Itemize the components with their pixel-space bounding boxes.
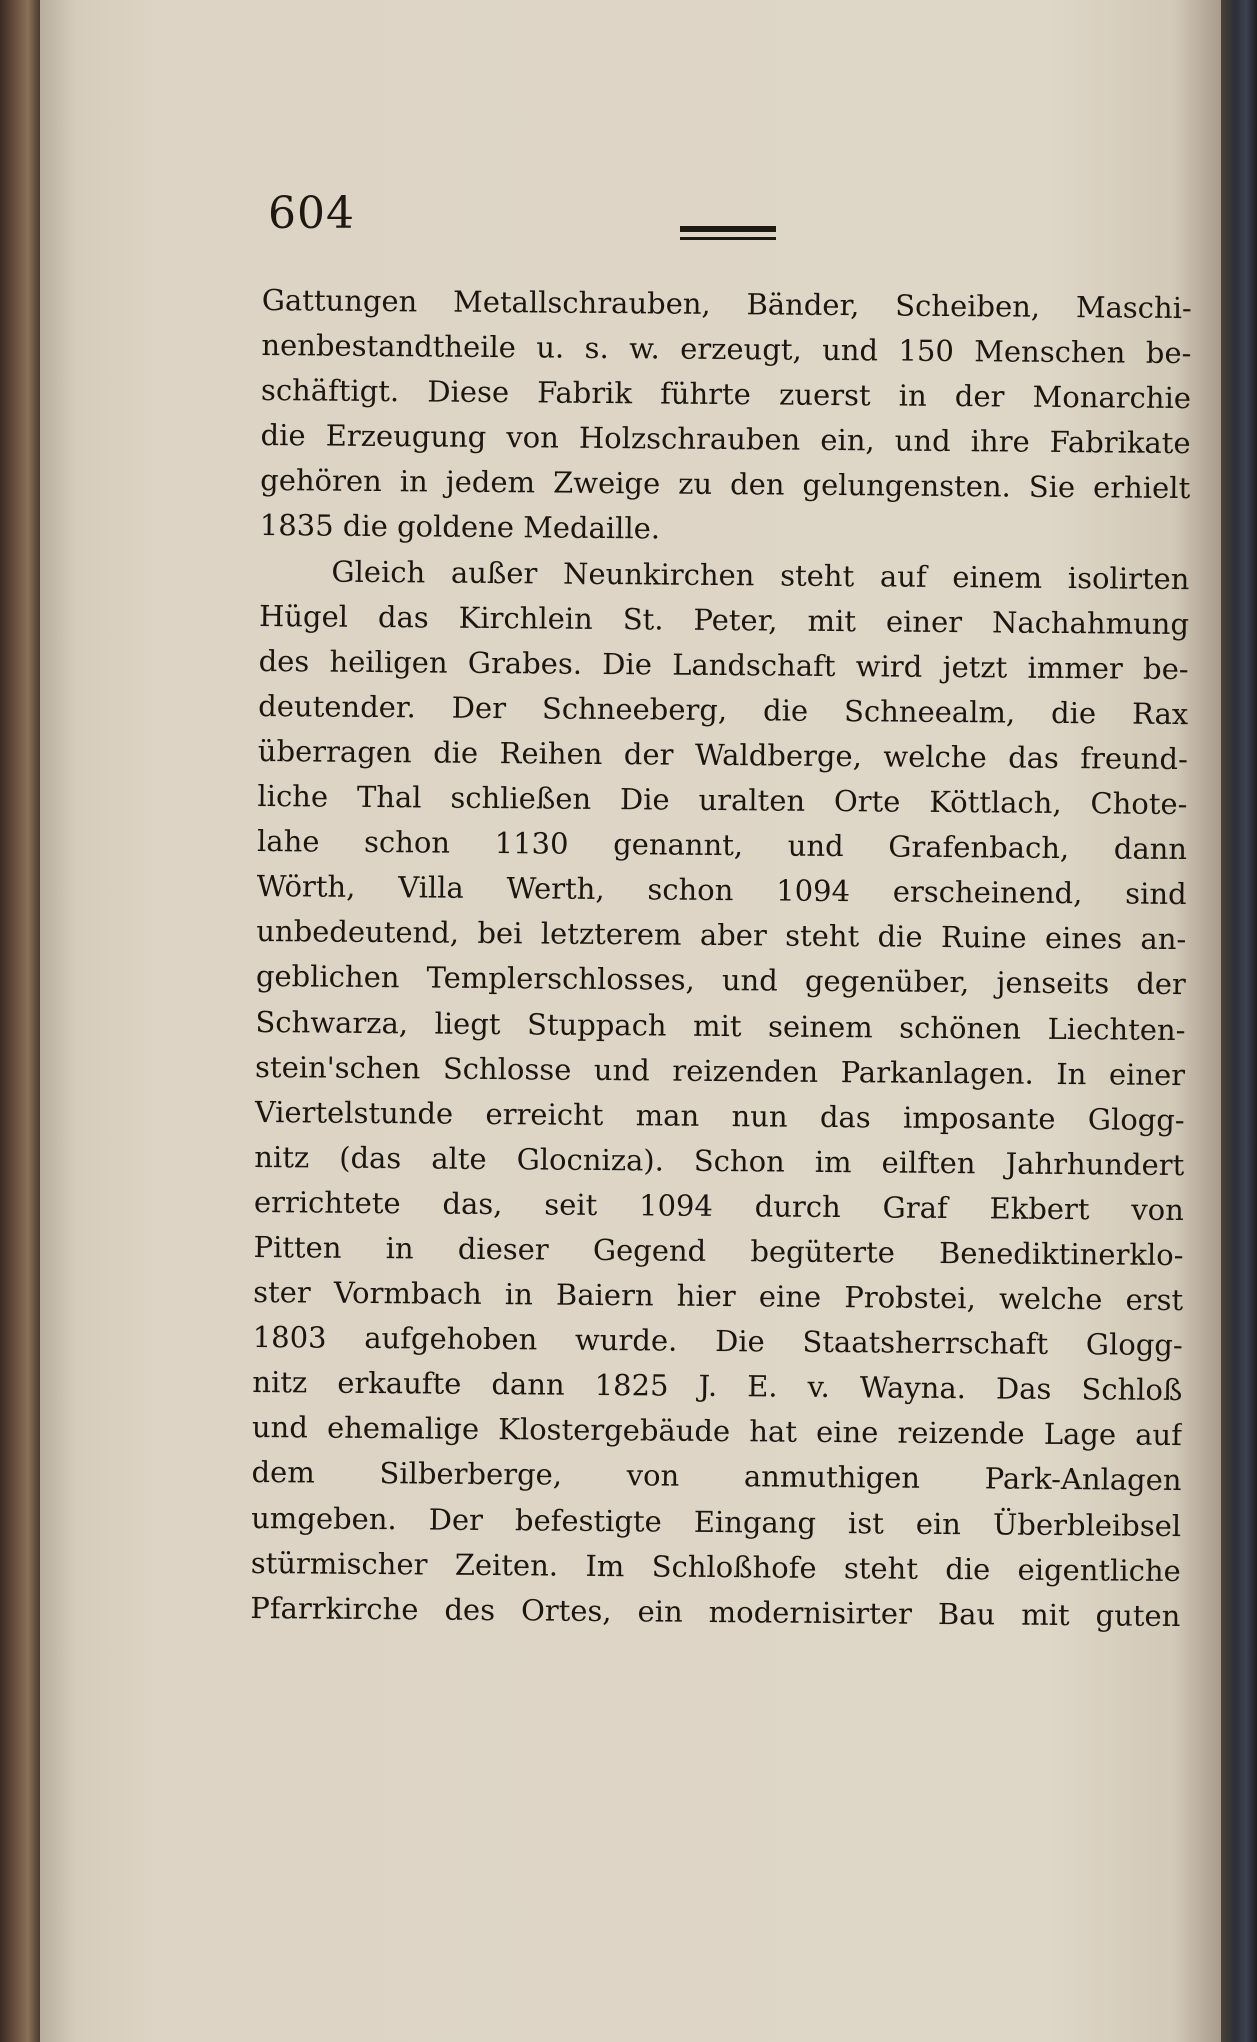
text-line: umgeben. Der befestigte Eingang ist ein Überbleibsel xyxy=(251,1500,1182,1543)
text-line: Gattungen Metallschrauben, Bänder, Scheiben, Maschi- xyxy=(261,282,1192,326)
book-spine-edge xyxy=(0,0,40,2042)
text-line: nitz (das alte Glocniza). Schon im eilften Jahrhundert xyxy=(254,1139,1185,1182)
text-line: Pitten in dieser Gegend begüterte Benediktinerklo- xyxy=(253,1229,1184,1273)
text-line: errichtete das, seit 1094 durch Graf Ekbert von xyxy=(253,1184,1185,1227)
text-line: 1803 aufgehoben wurde. Die Staatsherrschaft Glogg- xyxy=(252,1320,1183,1363)
page-number: 604 xyxy=(268,188,355,239)
text-line: lahe schon 1130 genannt, und Grafenbach, dann xyxy=(256,824,1188,867)
text-line: nitz erkaufte dann 1825 J. E. v. Wayna. Das Schloß xyxy=(252,1365,1183,1408)
text-line: Viertelstunde erreicht man nun das imposante Glogg- xyxy=(254,1094,1185,1137)
text-line: stürmischer Zeiten. Im Schloßhofe steht die eigentliche xyxy=(250,1545,1181,1588)
text-line: überragen die Reihen der Waldberge, welche das freund- xyxy=(257,733,1188,777)
text-line: unbedeutend, bei letzterem aber steht die Ruine eines an- xyxy=(256,914,1187,957)
text-line: liche Thal schließen Die uralten Orte Köttlach, Chote- xyxy=(257,779,1188,822)
text-line: deutender. Der Schneeberg, die Schneealm, die Rax xyxy=(258,688,1189,731)
text-line: gehören in jedem Zweige zu den gelungensten. Sie erhielt xyxy=(260,463,1191,506)
book-cover-edge xyxy=(1221,0,1257,2042)
text-line: des heiligen Grabes. Die Landschaft wird jetzt immer be- xyxy=(258,643,1189,686)
book-page xyxy=(40,0,1221,2042)
text-line: geblichen Templerschlosses, und gegenüber, jenseits der xyxy=(255,959,1187,1002)
text-line: die Erzeugung von Holzschrauben ein, und ihre Fabrikate xyxy=(260,418,1191,461)
header-rule xyxy=(680,226,776,240)
text-line: Wörth, Villa Werth, schon 1094 erscheinend, sind xyxy=(256,869,1187,912)
text-line: nenbestandtheile u. s. w. erzeugt, und 150 Menschen be- xyxy=(261,328,1192,371)
text-line: schäftigt. Diese Fabrik führte zuerst in der Monarchie xyxy=(260,373,1192,416)
body-text xyxy=(250,278,1192,1706)
text-line: Gleich außer Neunkirchen steht auf einem isolirten xyxy=(331,554,1190,596)
text-line: Hügel das Kirchlein St. Peter, mit einer Nachahmung xyxy=(258,598,1190,641)
text-line: Pfarrkirche des Ortes, ein modernisirter Bau mit guten xyxy=(250,1590,1181,1633)
text-line: ster Vormbach in Baiern hier eine Probstei, welche erst xyxy=(253,1275,1184,1318)
text-line: 1835 die goldene Medaille. xyxy=(259,508,661,546)
text-line: Schwarza, liegt Stuppach mit seinem schönen Liechten- xyxy=(255,1004,1186,1047)
text-line: und ehemalige Klostergebäude hat eine reizende Lage auf xyxy=(251,1410,1183,1453)
text-line: dem Silberberge, von anmuthigen Park-Anlagen xyxy=(251,1455,1182,1498)
text-line: stein'schen Schlosse und reizenden Parkanlagen. In einer xyxy=(254,1049,1186,1092)
